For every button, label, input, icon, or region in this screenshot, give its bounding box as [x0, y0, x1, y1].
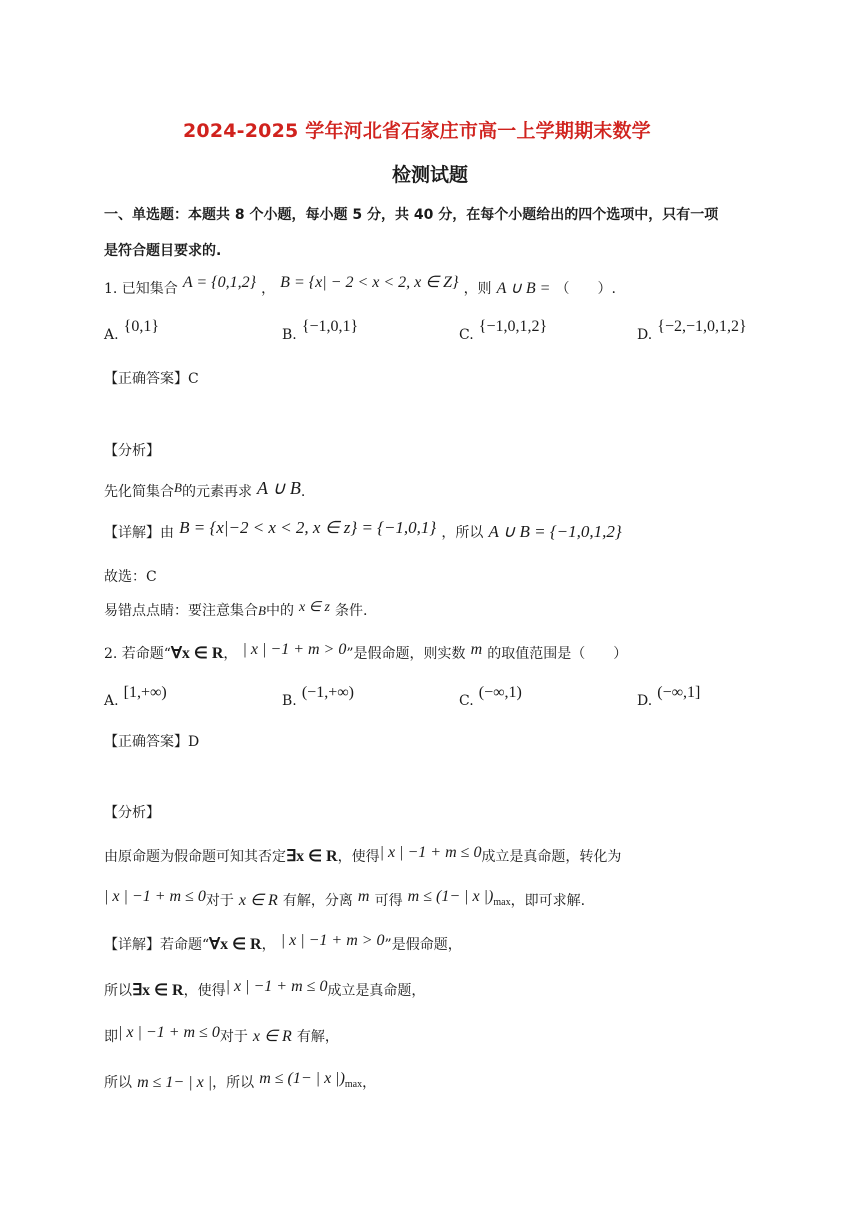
- q2-detail-line4: 所以 m ≤ 1− | x |，所以 m ≤ (1− | x |)max，: [104, 1070, 377, 1091]
- q2-detail-line3: 即| x | −1 + m ≤ 0对于 x ∈ R 有解，: [104, 1024, 339, 1045]
- question-2-stem: 2. 若命题“∀x ∈ R， | x | −1 + m > 0”是假命题，则实数 m 的取值范围是（ ）: [104, 641, 628, 662]
- q2-answer: 【正确答案】D: [104, 734, 200, 750]
- q2-option-a: A. [1,+∞): [104, 684, 167, 709]
- q1-choose: 故选：C: [104, 569, 157, 585]
- q2-analysis-heading: 【分析】: [104, 805, 160, 821]
- q1-option-b: B. {−1,0,1}: [282, 318, 359, 343]
- q1-analysis-heading: 【分析】: [104, 443, 160, 459]
- q2-analysis-line1: 由原命题为假命题可知其否定∃x ∈ R，使得| x | −1 + m ≤ 0成立是真命题，转化为: [104, 844, 622, 865]
- q2-analysis-line2: | x | −1 + m ≤ 0对于 x ∈ R 有解，分离 m 可得 m ≤ (1− | x |)max，即可求解.: [104, 888, 586, 909]
- q1-note: 易错点点睛：要注意集合B中的 x ∈ z 条件.: [104, 600, 368, 619]
- q1-answer: 【正确答案】C: [104, 371, 199, 387]
- page-subtitle: 检测试题: [392, 164, 469, 186]
- q1-analysis-text: 先化简集合$^B$的元素再求 A ∪ B.: [104, 478, 306, 500]
- q2-option-b: B. (−1,+∞): [282, 684, 354, 709]
- section-heading-line1: 一、单选题：本题共 8 个小题，每小题 5 分，共 40 分，在每个小题给出的四个选项中，只有一项: [104, 207, 719, 223]
- q1-option-a: A. {0,1}: [104, 318, 160, 343]
- q2-option-c: C. (−∞,1): [459, 684, 522, 709]
- q2-option-d: D. (−∞,1]: [637, 684, 701, 709]
- q1-option-d: D. {−2,−1,0,1,2}: [637, 318, 747, 343]
- question-1-stem: 1. 已知集合 A = {0,1,2} ， B = {x| − 2 < x < 2, x ∈ Z} ，则 A ∪ B = （ ）.: [104, 274, 616, 297]
- q1-detail: 【详解】由 B = {x|−2 < x < 2, x ∈ z} = {−1,0,1} ，所以 A ∪ B = {−1,0,1,2}: [104, 518, 622, 541]
- q1-option-c: C. {−1,0,1,2}: [459, 318, 548, 343]
- page-title: 2024-2025 学年河北省石家庄市高一上学期期末数学: [183, 120, 651, 142]
- section-heading-line2: 是符合题目要求的.: [104, 243, 222, 259]
- q2-detail-line1: 【详解】若命题“∀x ∈ R， | x | −1 + m > 0”是假命题，: [104, 932, 462, 953]
- q2-detail-line2: 所以∃x ∈ R，使得| x | −1 + m ≤ 0成立是真命题，: [104, 978, 426, 999]
